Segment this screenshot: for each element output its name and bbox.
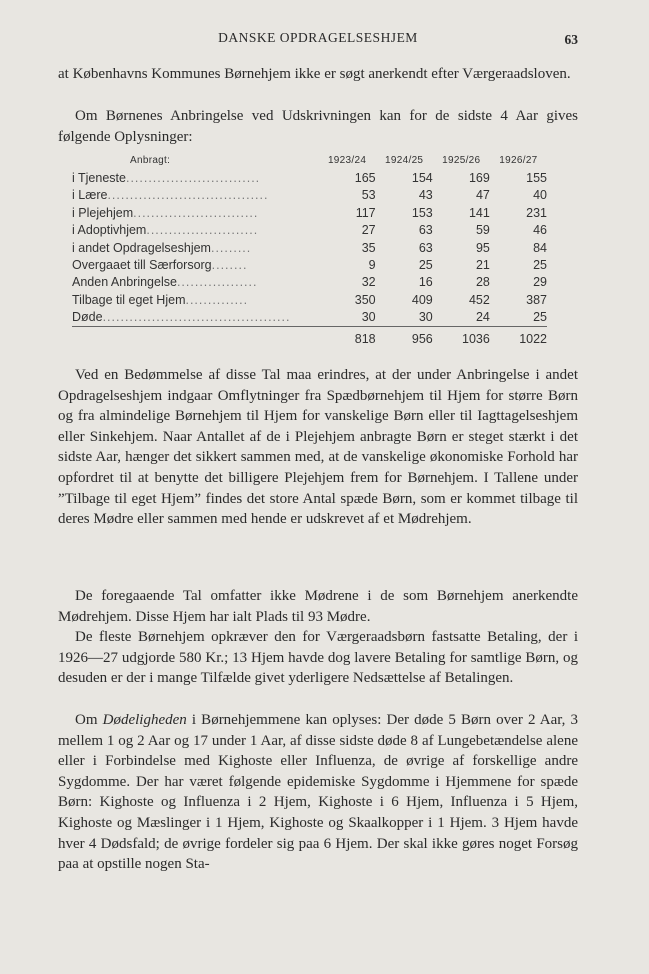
totals-label-spacer [72, 326, 319, 347]
table-cell: 28 [475, 275, 490, 290]
row-label [72, 204, 319, 221]
row-label [72, 256, 319, 273]
paragraph-4 [58, 586, 578, 627]
row-label [72, 239, 319, 256]
paragraph-3 [58, 365, 578, 530]
table-cell: 35 [361, 240, 376, 255]
table-cell: 25 [418, 258, 433, 273]
table-cell: 452 [468, 292, 490, 307]
table-cell: 169 [468, 171, 490, 186]
table-cell: 155 [526, 171, 547, 186]
paragraph-5 [58, 627, 578, 689]
table-cell: 25 [533, 310, 547, 325]
total-cell: 1036 [433, 326, 490, 347]
table-row [72, 256, 547, 273]
leader-dots: ........ [211, 258, 248, 273]
table-cell: 27 [361, 223, 376, 238]
paragraph-3-text: Ved en Bedømmelse af disse Tal maa erindres, at der under Anbringelse i andet Opdragelseshjem indgaar Omflytninger fra Spædbørnehjem til Hjem for større Børn og fra almindelige Børnehjem til Hjem for vanskelige Børn eller til Iagttagelseshjem eller Sinkehjem. Naar Antallet af de i Plejehjem anbragte Børn er steget stærkt i det sidste Aar, hænger det sikkert sammen med, at de vanskelige økonomiske Forhold har opfordret til at benytte det billigere Plejehjem frem for Børnehjem. I Tallene under ”Tilbage til eget Hjem” findes det store Antal spæde Børn, som er kommet tilbage til deres Mødre eller sammen med hende er udskrevet af et Mødrehjem. [58, 367, 578, 528]
table-cell: 24 [475, 310, 490, 325]
table-cell: 63 [418, 240, 433, 255]
table-header-label: Anbragt: [130, 155, 171, 167]
leader-dots: ......... [210, 240, 252, 255]
total-cell: 818 [319, 326, 376, 347]
paragraph-2 [58, 106, 578, 147]
paragraph-6-rest: i Børnehjemmene kan oplyses: Der døde 5 Børn over 2 Aar, 3 mellem 1 og 2 Aar og 17 under 1 Aar, af disse sidste døde 8 af Lungebetændelse alene eller i Forbindelse med Kighoste eller Influenza, de øvrige af forskellige andre Sygdomme. Der har været følgende epidemiske Sygdomme i Hjemmene for spæde Børn: Kighoste og Influenza i 2 Hjem, Kighoste i 6 Hjem, Influenza i 5 Hjem, Kighoste og Mæslinger i 1 Hjem, Kighoste og Skaalkopper i 1 Hjem. 3 Hjem havde hver 4 Dødsfald; de øvrige fordeler sig paa 6 Hjem. Der skal ikke gøres noget Forsøg paa at opstille nogen Sta- [58, 712, 578, 873]
table-cell: 43 [418, 188, 433, 203]
row-label-text: Anden Anbringelse [72, 275, 177, 290]
table-cell: 46 [533, 223, 547, 238]
column-header: 1926/27 [499, 155, 538, 167]
table-row [72, 222, 547, 239]
row-label-text: Døde [72, 310, 103, 325]
table-body [72, 169, 547, 326]
table-cell: 409 [411, 292, 433, 307]
row-label-text: i andet Opdragelseshjem [72, 240, 211, 255]
paragraph-5-text: De fleste Børnehjem opkræver den for Værgeraadsbørn fastsatte Betaling, der i 1926—27 udgjorde 580 Kr.; 13 Hjem havde dog lavere Betaling for samtlige Børn, og desuden er der i mange Tilfælde givet yderligere Nedsættelse af Betalingen. [58, 629, 578, 687]
table-row [72, 239, 547, 256]
paragraph-1-text: at Københavns Kommunes Børnehjem ikke er søgt anerkendt efter Værgeraadsloven. [58, 66, 571, 82]
leader-dots: .............................. [125, 171, 261, 186]
running-title: DANSKE OPDRAGELSESHJEM [218, 30, 418, 45]
row-label-text: Tilbage til eget Hjem [72, 292, 186, 307]
table-cell: 141 [468, 205, 490, 220]
table-cell: 153 [411, 205, 433, 220]
table-cell: 40 [533, 188, 547, 203]
leader-dots: .............. [185, 292, 249, 307]
row-label [72, 291, 319, 308]
row-label [72, 187, 319, 204]
table-cell: 63 [418, 223, 433, 238]
table-cell: 30 [418, 310, 433, 325]
row-label [72, 309, 319, 327]
table-cell: 9 [368, 258, 376, 273]
table-cell: 16 [418, 275, 433, 290]
row-label [72, 169, 319, 186]
table-cell: 59 [475, 223, 490, 238]
table-cell: 32 [361, 275, 376, 290]
paragraph-2-text: Om Børnenes Anbringelse ved Udskrivningen kan for de sidste 4 Aar gives følgende Oplysninger: [58, 108, 578, 145]
table-cell: 350 [354, 292, 376, 307]
paragraph-6 [58, 710, 578, 875]
table-cell: 29 [533, 275, 547, 290]
table-row [72, 204, 547, 221]
emphasized-term: Dødeligheden [102, 712, 187, 728]
column-header: 1924/25 [385, 155, 424, 167]
table-cell: 95 [475, 240, 490, 255]
table-cell: 30 [361, 310, 376, 325]
table-cell: 47 [475, 188, 490, 203]
column-header: 1925/26 [442, 155, 481, 167]
column-header: 1923/24 [327, 155, 367, 167]
paragraph-6-text [58, 710, 578, 875]
row-label [72, 222, 319, 239]
totals-row [72, 326, 547, 347]
paragraph-1 [58, 64, 578, 85]
paragraph-6-intro: Om [75, 712, 103, 728]
table-row [72, 291, 547, 308]
row-label-text: Overgaaet till Særforsorg [72, 258, 212, 273]
page-number: 63 [564, 32, 578, 47]
row-label-text: i Adoptivhjem [72, 223, 147, 238]
row-label-text: i Plejehjem [72, 205, 134, 220]
table-cell: 84 [533, 240, 547, 255]
table-cell: 53 [361, 188, 376, 203]
leader-dots: .................................... [107, 188, 269, 203]
table-cell: 387 [526, 292, 547, 307]
leader-dots: ............................ [133, 205, 259, 220]
total-cell: 1022 [490, 326, 547, 347]
table-row [72, 169, 547, 186]
table-cell: 21 [475, 258, 490, 273]
leader-dots: .......................................... [102, 310, 291, 325]
paragraph-4-text: De foregaaende Tal omfatter ikke Mødrene i de som Børnehjem anerkendte Mødrehjem. Disse Hjem har ialt Plads til 93 Mødre. [58, 588, 578, 625]
row-label-text: i Tjeneste [72, 171, 126, 186]
table-cell: 165 [354, 171, 376, 186]
row-label-text: i Lære [72, 188, 108, 203]
placement-table [72, 152, 547, 347]
table-row [72, 274, 547, 291]
table-cell: 154 [411, 171, 433, 186]
table-cell: 117 [355, 205, 376, 220]
table-cell: 231 [526, 205, 547, 220]
running-header [58, 30, 578, 50]
row-label [72, 274, 319, 291]
table-header-row [72, 152, 547, 169]
table-row [72, 309, 547, 327]
leader-dots: ......................... [146, 223, 259, 238]
table-row [72, 187, 547, 204]
total-cell: 956 [376, 326, 433, 347]
leader-dots: .................. [176, 275, 258, 290]
table-cell: 25 [533, 258, 547, 273]
